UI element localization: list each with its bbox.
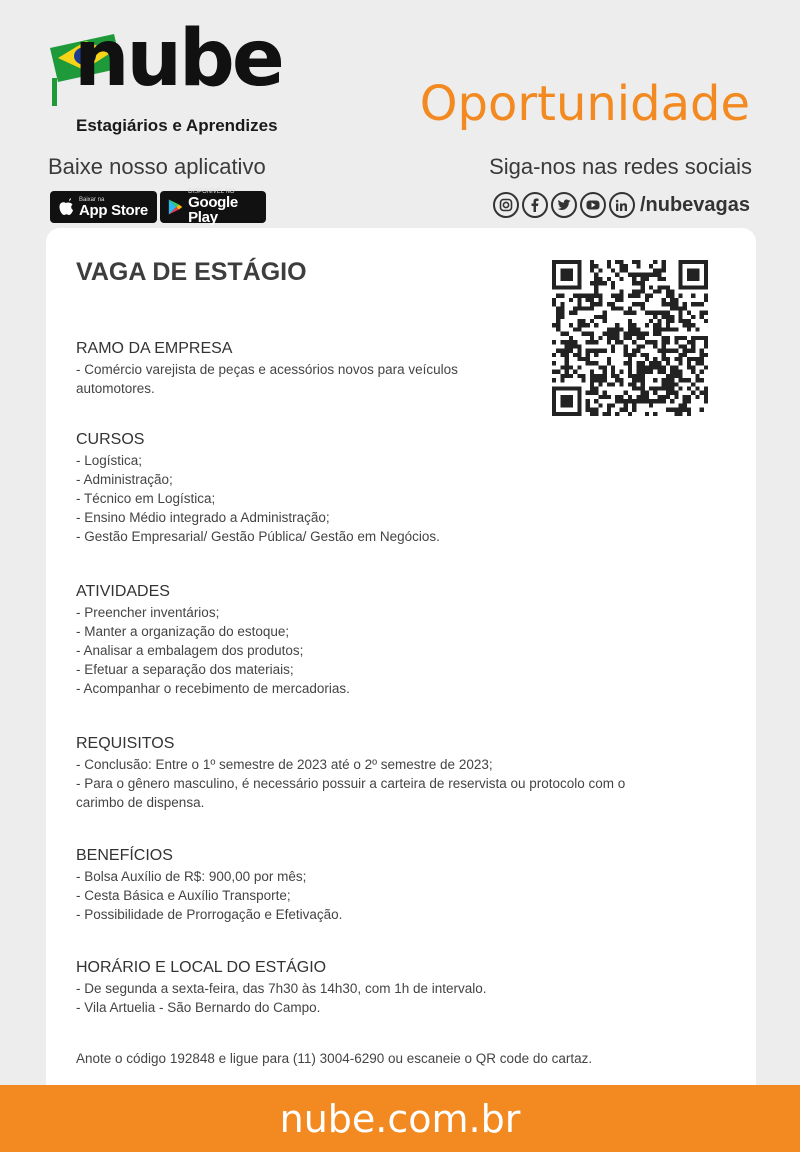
section bbox=[76, 847, 716, 924]
section-line: automotores. bbox=[76, 381, 155, 396]
social-links bbox=[493, 192, 750, 218]
section-line: - Vila Artuelia - São Bernardo do Campo. bbox=[76, 1000, 321, 1015]
section-heading: RAMO DA EMPRESA bbox=[76, 340, 233, 357]
job-title: VAGA DE ESTÁGIO bbox=[76, 258, 307, 286]
section-line: - Conclusão: Entre o 1º semestre de 2023 até o 2º semestre de 2023; bbox=[76, 757, 493, 772]
section-line: - Manter a organização do estoque; bbox=[76, 624, 290, 639]
section-line: - Efetuar a separação dos materiais; bbox=[76, 662, 294, 677]
instagram-icon[interactable] bbox=[493, 192, 519, 218]
twitter-icon[interactable] bbox=[551, 192, 577, 218]
section-heading: ATIVIDADES bbox=[76, 583, 170, 600]
section bbox=[76, 340, 716, 398]
section-heading: REQUISITOS bbox=[76, 735, 175, 752]
section-line: - Acompanhar o recebimento de mercadorias. bbox=[76, 681, 350, 696]
section-line: - Analisar a embalagem dos produtos; bbox=[76, 643, 304, 658]
section-line: - Ensino Médio integrado a Administração; bbox=[76, 510, 330, 525]
contact-note: Anote o código 192848 e ligue para (11) 3004-6290 ou escaneie o QR code do cartaz. bbox=[76, 1051, 593, 1066]
section-line: - Comércio varejista de peças e acessórios novos para veículos bbox=[76, 362, 458, 377]
google-play-small-label: DISPONÍVEL NO bbox=[188, 189, 235, 195]
section bbox=[76, 959, 716, 1017]
nube-logo bbox=[44, 14, 304, 143]
section-heading: BENEFÍCIOS bbox=[76, 847, 173, 864]
google-play-label: Google Play bbox=[188, 194, 238, 226]
google-play-button[interactable] bbox=[160, 189, 266, 226]
section-line: - Preencher inventários; bbox=[76, 605, 220, 620]
section-line: - Gestão Empresarial/ Gestão Pública/ Gestão em Negócios. bbox=[76, 529, 440, 544]
section-line: - Bolsa Auxílio de R$: 900,00 por mês; bbox=[76, 869, 307, 884]
app-store-label: App Store bbox=[79, 201, 148, 219]
logo-word: nube bbox=[74, 14, 282, 104]
section-line: - Administração; bbox=[76, 472, 173, 487]
footer-url[interactable]: nube.com.br bbox=[279, 1096, 521, 1141]
app-store-small-label: Baixar na bbox=[79, 196, 105, 203]
section-line: - Para o gênero masculino, é necessário possuir a carteira de reservista ou protocolo com o bbox=[76, 776, 626, 791]
section-line: - Logística; bbox=[76, 453, 143, 468]
section bbox=[76, 583, 716, 698]
facebook-icon[interactable] bbox=[522, 192, 548, 218]
section-line: - Técnico em Logística; bbox=[76, 491, 216, 506]
linkedin-icon[interactable] bbox=[609, 192, 635, 218]
section bbox=[76, 431, 716, 546]
footer-bar bbox=[0, 1085, 800, 1152]
section-heading: CURSOS bbox=[76, 431, 145, 448]
social-label: Siga-nos nas redes sociais bbox=[489, 154, 752, 179]
google-play-icon bbox=[168, 197, 183, 217]
app-store-button[interactable] bbox=[50, 191, 157, 223]
header-title: Oportunidade bbox=[419, 76, 750, 132]
logo-subtitle: Estagiários e Aprendizes bbox=[76, 116, 278, 135]
apple-icon bbox=[58, 198, 74, 216]
job-card bbox=[46, 228, 756, 1098]
section-line: carimbo de dispensa. bbox=[76, 795, 205, 810]
section-line: - De segunda a sexta-feira, das 7h30 às 14h30, com 1h de intervalo. bbox=[76, 981, 487, 996]
social-handle[interactable]: /nubevagas bbox=[639, 193, 750, 216]
section-heading: HORÁRIO E LOCAL DO ESTÁGIO bbox=[76, 959, 327, 976]
section-line: - Cesta Básica e Auxílio Transporte; bbox=[76, 888, 291, 903]
section bbox=[76, 735, 716, 812]
app-download-label: Baixe nosso aplicativo bbox=[48, 154, 266, 179]
section-line: - Possibilidade de Prorrogação e Efetivação. bbox=[76, 907, 343, 922]
youtube-icon[interactable] bbox=[580, 192, 606, 218]
